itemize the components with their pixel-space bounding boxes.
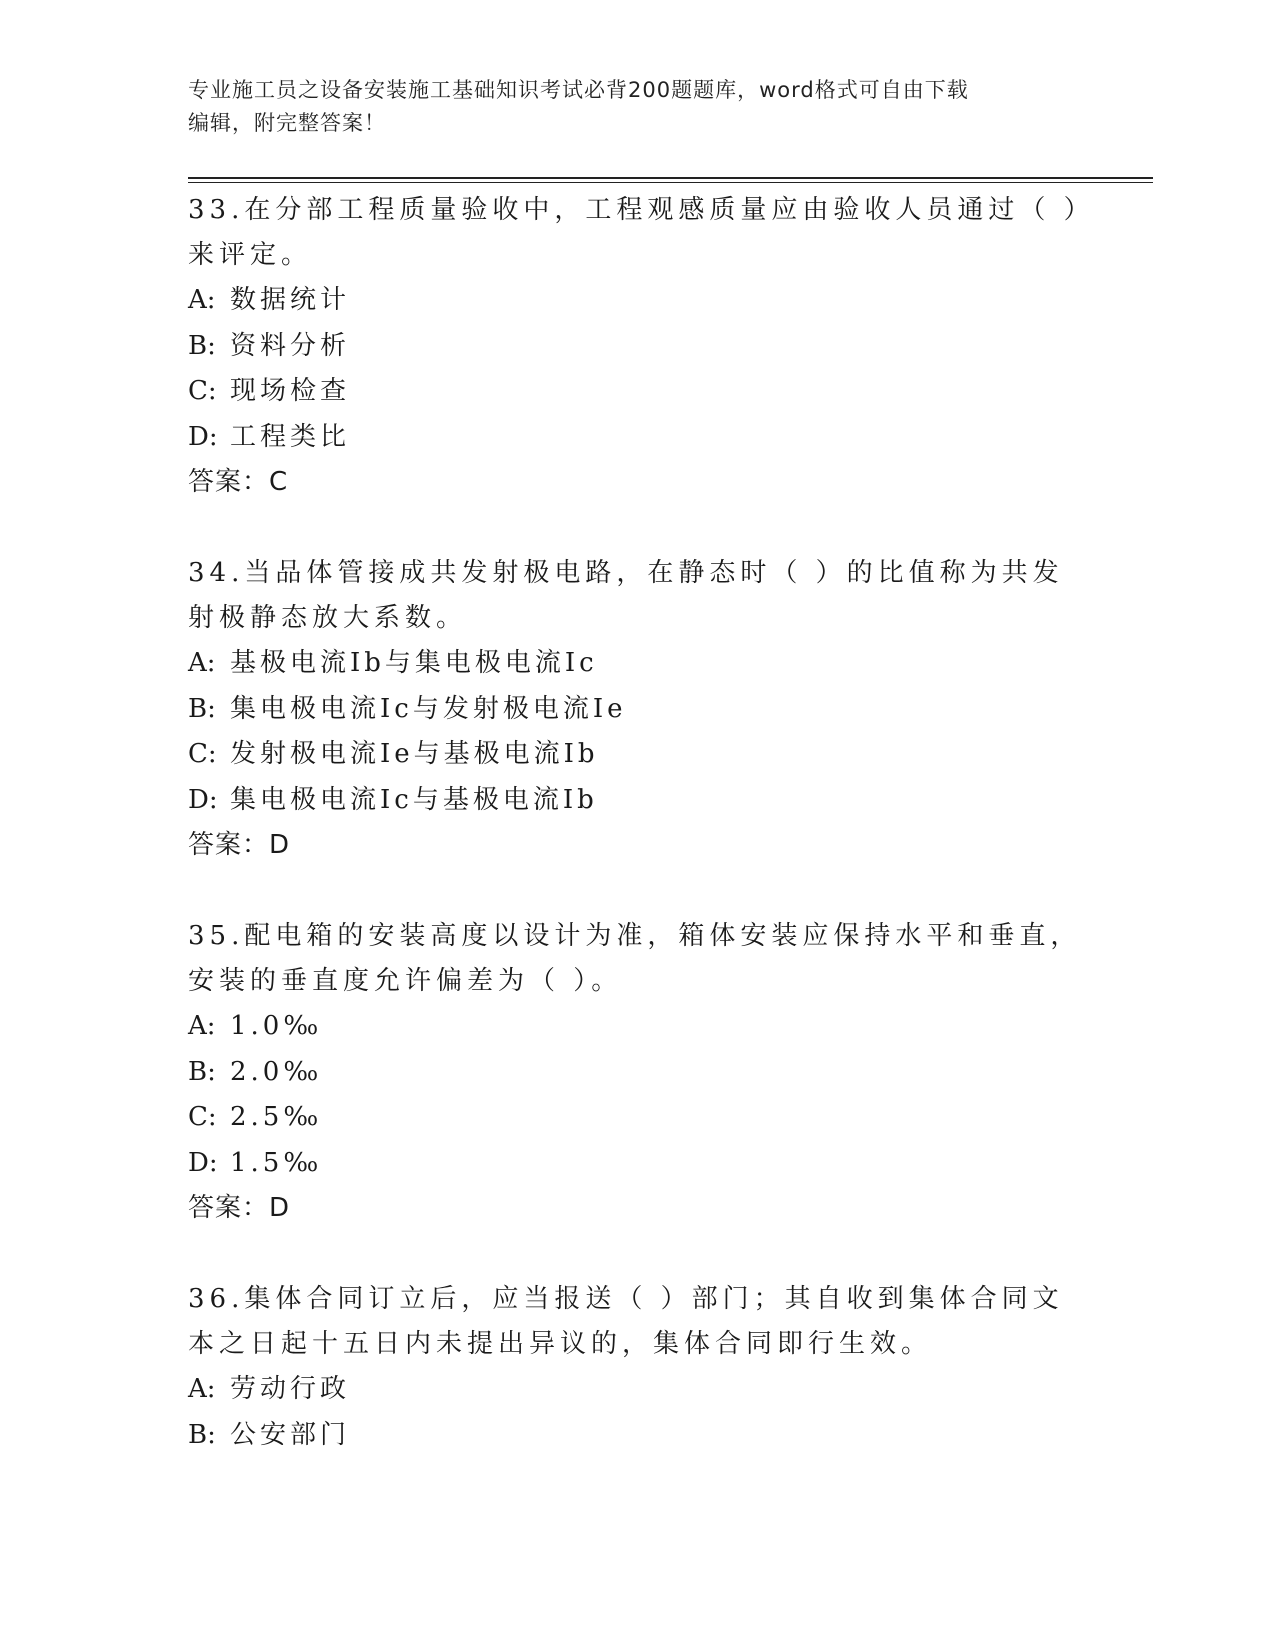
question-35: [188, 914, 1088, 1231]
question-list: [188, 188, 1088, 1504]
header-line-1: 专业施工员之设备安装施工基础知识考试必背200题题库，word格式可自由下载: [188, 78, 969, 102]
question-34: [188, 551, 1088, 868]
option-a: [188, 278, 1088, 324]
option-d: [188, 778, 1088, 824]
header-divider-thick: [188, 177, 1153, 179]
document-header: [188, 74, 1068, 140]
option-text: 2.0‰: [230, 1056, 323, 1087]
option-label: A:: [188, 1374, 216, 1404]
option-label: B:: [188, 693, 216, 724]
option-a: [188, 1004, 1088, 1050]
option-text: 数据统计: [230, 285, 351, 315]
option-text: 工程类比: [230, 421, 351, 452]
option-label: B:: [188, 330, 216, 361]
question-text: 34.当品体管接成共发射极电路，在静态时（ ）的比值称为共发射极静态放大系数。: [188, 558, 1064, 633]
header-line-2: 编辑，附完整答案！: [188, 111, 386, 135]
option-text: 基极电流Ib与集电极电流Ic: [230, 648, 598, 678]
option-label: D:: [188, 1147, 218, 1178]
answer: 答案：C: [188, 467, 289, 497]
option-text: 现场检查: [230, 376, 351, 406]
option-d: [188, 1141, 1088, 1187]
option-text: 1.5‰: [230, 1147, 323, 1178]
option-b: [188, 324, 1088, 370]
option-text: 集电极电流Ic与基极电流Ib: [230, 784, 598, 815]
option-b: [188, 687, 1088, 733]
answer: 答案：D: [188, 1193, 291, 1223]
option-text: 公安部门: [230, 1419, 351, 1450]
option-text: 资料分析: [230, 330, 351, 361]
question-33: [188, 188, 1088, 505]
option-text: 劳动行政: [230, 1374, 351, 1404]
question-text: 33.在分部工程质量验收中，工程观感质量应由验收人员通过（ ）来评定。: [188, 195, 1082, 270]
header-divider-thin: [188, 182, 1153, 183]
answer: 答案：D: [188, 830, 291, 860]
option-b: [188, 1050, 1088, 1096]
option-c: [188, 369, 1088, 415]
option-label: C:: [188, 376, 217, 406]
option-label: A:: [188, 648, 216, 678]
option-text: 集电极电流Ic与发射极电流Ie: [230, 693, 627, 724]
option-a: [188, 641, 1088, 687]
option-text: 2.5‰: [230, 1102, 323, 1132]
option-label: D:: [188, 784, 218, 815]
option-a: [188, 1367, 1088, 1413]
option-c: [188, 732, 1088, 778]
question-text: 35.配电箱的安装高度以设计为准，箱体安装应保持水平和垂直，安装的垂直度允许偏差为（ ）。: [188, 921, 1082, 996]
option-b: [188, 1413, 1088, 1459]
question-text: 36.集体合同订立后，应当报送（ ）部门；其自收到集体合同文本之日起十五日内未提出异议的，集体合同即行生效。: [188, 1284, 1064, 1359]
option-label: B:: [188, 1419, 216, 1450]
option-c: [188, 1095, 1088, 1141]
option-label: C:: [188, 739, 217, 769]
option-text: 1.0‰: [230, 1011, 323, 1041]
option-text: 发射极电流Ie与基极电流Ib: [230, 739, 599, 769]
option-label: C:: [188, 1102, 217, 1132]
option-d: [188, 415, 1088, 461]
option-label: B:: [188, 1056, 216, 1087]
option-label: A:: [188, 285, 216, 315]
question-36: [188, 1277, 1088, 1458]
option-label: D:: [188, 421, 218, 452]
option-label: A:: [188, 1011, 216, 1041]
